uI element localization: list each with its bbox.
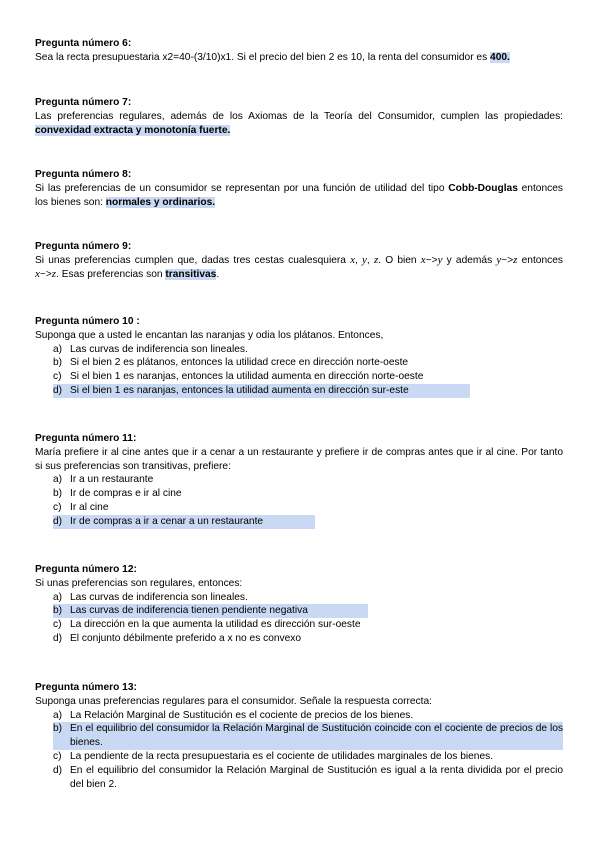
- option-d: [35, 764, 563, 792]
- option-b-selected: [53, 722, 563, 750]
- question-text: ,: [355, 254, 363, 266]
- highlighted-answer: transitivas: [165, 268, 217, 280]
- question-title: Pregunta número 13:: [35, 682, 137, 693]
- option-label: d): [53, 632, 63, 644]
- bold-term: Cobb-Douglas: [448, 182, 518, 194]
- option-label: b): [53, 357, 63, 369]
- option-c: [35, 501, 563, 515]
- option-label: b): [53, 723, 63, 735]
- option-label: b): [53, 605, 63, 617]
- option-text: Ir a un restaurante: [70, 474, 154, 486]
- option-text: En el equilibrio del consumidor la Relación Marginal de Sustitución coincide con el cociente de precios de los bienes.: [70, 723, 563, 749]
- highlighted-answer: 400.: [490, 51, 510, 63]
- option-c: [35, 618, 563, 632]
- option-label: d): [53, 384, 63, 396]
- option-a: [35, 591, 563, 605]
- question-12: [35, 563, 563, 646]
- question-13: [35, 681, 563, 791]
- bundle-x: x: [35, 267, 40, 280]
- question-7: [35, 96, 563, 137]
- option-text: Si el bien 1 es naranjas, entonces la utilidad aumenta en dirección norte-oeste: [70, 371, 424, 383]
- options-list: [35, 343, 563, 398]
- option-a: [35, 709, 563, 723]
- question-text: . O bien: [378, 254, 421, 266]
- bundle-x: x: [420, 253, 426, 266]
- option-c: [35, 750, 563, 764]
- option-label: a): [53, 474, 63, 486]
- question-title: Pregunta número 7:: [35, 97, 132, 108]
- question-text: ,: [366, 254, 374, 266]
- question-title: Pregunta número 11:: [35, 433, 137, 444]
- question-6: [35, 37, 563, 65]
- option-text: Si el bien 2 es plátanos, entonces la utilidad crece en dirección norte-oeste: [70, 357, 409, 369]
- preference-relation: ~>: [39, 268, 52, 280]
- bundle-y: y: [496, 253, 502, 266]
- option-text: Las curvas de indiferencia tienen pendiente negativa: [70, 605, 308, 617]
- question-11: [35, 432, 563, 529]
- option-a: [35, 473, 563, 487]
- question-body: [35, 182, 563, 210]
- question-text: Si unas preferencias cumplen que, dadas tres cestas cualesquiera: [35, 254, 351, 266]
- option-b-selected: [53, 604, 368, 618]
- highlighted-answer: normales y ordinarios.: [105, 196, 216, 208]
- option-text: La Relación Marginal de Sustitución es el cociente de precios de los bienes.: [70, 709, 414, 721]
- question-intro: María prefiere ir al cine antes que ir a cenar a un restaurante y prefiere ir de compras antes que ir al cine. Por tanto si sus preferencias son transitivas, prefiere:: [35, 446, 563, 472]
- bundle-z: z: [51, 267, 57, 280]
- option-text: Ir de compras a ir a cenar a un restaurante: [70, 515, 264, 527]
- question-intro: Suponga unas preferencias regulares para el consumidor. Señale la respuesta correcta:: [35, 695, 432, 707]
- question-text: entonces: [517, 254, 563, 266]
- option-b: [35, 487, 563, 501]
- question-10: [35, 315, 563, 398]
- preference-relation: ~>: [501, 254, 514, 266]
- option-label: a): [53, 709, 63, 721]
- option-d-selected: [53, 384, 470, 398]
- option-text: El conjunto débilmente preferido a x no es convexo: [70, 632, 302, 644]
- option-text: En el equilibrio del consumidor la Relación Marginal de Sustitución es igual a la renta dividida por el precio del bien 2.: [70, 764, 563, 790]
- question-text: y además: [442, 254, 497, 266]
- option-label: d): [53, 515, 63, 527]
- bundle-z: z: [373, 253, 379, 266]
- option-text: Las curvas de indiferencia son lineales.: [70, 343, 248, 355]
- option-label: c): [53, 501, 62, 513]
- option-text: Las curvas de indiferencia son lineales.: [70, 591, 248, 603]
- option-b: [35, 356, 563, 370]
- question-title: Pregunta número 8:: [35, 169, 132, 180]
- option-c: [35, 370, 563, 384]
- option-label: a): [53, 591, 63, 603]
- question-text: . Esas preferencias son: [56, 268, 166, 280]
- question-body: [35, 110, 563, 138]
- bundle-z: z: [513, 253, 518, 266]
- option-d-selected: [53, 515, 315, 529]
- question-body: [35, 254, 563, 282]
- highlighted-answer: convexidad extracta y monotonía fuerte.: [35, 124, 231, 136]
- option-text: Ir de compras e ir al cine: [70, 488, 182, 500]
- option-label: c): [53, 371, 62, 383]
- bundle-y: y: [437, 253, 443, 266]
- question-body: [35, 51, 563, 65]
- question-intro: Suponga que a usted le encantan las naranjas y odia los plátanos. Entonces,: [35, 329, 384, 341]
- option-label: c): [53, 750, 62, 762]
- option-text: La dirección en la que aumenta la utilidad es dirección sur-oeste: [70, 619, 361, 631]
- options-list: [35, 709, 563, 792]
- preference-relation: ~>: [425, 254, 438, 266]
- question-text: entonces los bienes son:: [35, 182, 563, 208]
- question-8: [35, 168, 563, 209]
- question-text: Sea la recta presupuestaria x2=40-(3/10)x1. Si el precio del bien 2 es 10, la renta del consumidor es: [35, 51, 491, 63]
- question-text: .: [216, 268, 220, 280]
- question-text: Las preferencias regulares, además de los Axiomas de la Teoría del Consumidor, cumplen las propiedades:: [35, 110, 563, 122]
- question-title: Pregunta número 9:: [35, 241, 132, 252]
- question-title: Pregunta número 10 :: [35, 316, 140, 327]
- bundle-x: x: [350, 253, 356, 266]
- option-label: c): [53, 619, 62, 631]
- option-a: [35, 343, 563, 357]
- options-list: [35, 473, 563, 528]
- option-label: a): [53, 343, 63, 355]
- option-label: d): [53, 764, 63, 776]
- option-label: b): [53, 488, 63, 500]
- options-list: [35, 591, 563, 646]
- question-title: Pregunta número 6:: [35, 38, 132, 49]
- question-title: Pregunta número 12:: [35, 564, 137, 575]
- question-9: [35, 240, 563, 281]
- option-d: [35, 632, 563, 646]
- option-text: Si el bien 1 es naranjas, entonces la utilidad aumenta en dirección sur-este: [70, 384, 409, 396]
- question-intro: Si unas preferencias son regulares, entonces:: [35, 577, 243, 589]
- option-text: Ir al cine: [70, 501, 109, 513]
- option-text: La pendiente de la recta presupuestaria es el cociente de utilidades marginales de los bienes.: [70, 750, 494, 762]
- bundle-y: y: [362, 253, 367, 266]
- question-text: Si las preferencias de un consumidor se representan por una función de utilidad del tipo: [35, 182, 449, 194]
